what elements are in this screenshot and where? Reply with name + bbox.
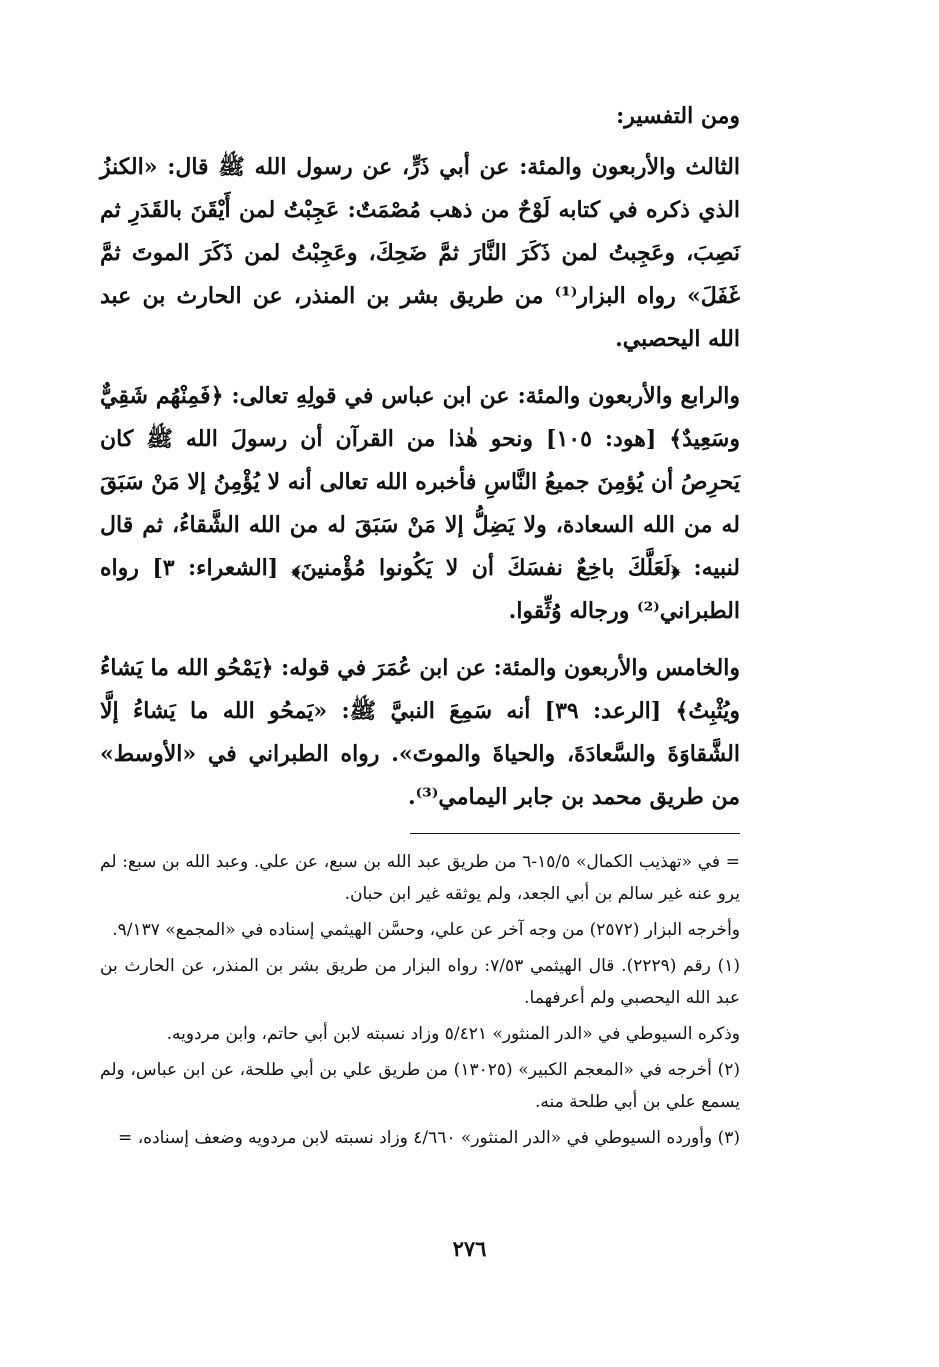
footnote-3: (٣) وأورده السيوطي في «الدر المنثور» ٤/٦٦٠ وزاد نسبته لابن مردويه وضعف إسناده، = <box>118 1128 740 1148</box>
footnote-continuation-note: وأخرجه البزار (٢٥٧٢) من وجه آخر عن علي، وحسَّن الهيثمي إسناده في «المجمع» ٩/١٣٧. <box>112 920 740 940</box>
page-content <box>100 96 740 1158</box>
section-heading: ومن التفسير: <box>616 103 740 129</box>
paragraph-lead: والرابع والأربعون والمئة: <box>517 383 741 409</box>
page-number: ٢٧٦ <box>452 1236 487 1261</box>
paragraph-lead: والخامس والأربعون والمئة: <box>493 655 740 681</box>
paragraph-143 <box>100 146 740 361</box>
paragraph-text: عن ابن عباس في قولِهِ تعالى: ﴿فَمِنْهُم شَقِيٌّ وسَعِيدٌ﴾ [هود: ١٠٥] ونحو هٰذا من القرآن أن رسولَ الله ﷺ كان يَحرِصُ أن يُؤمِنَ جميعُ النَّاسِ فأخبره الله تعالى أنه لا يُؤْمِنُ إلا مَنْ سَبَقَ له من الله السعادة، ولا يَضِلُّ إلا مَنْ سَبَقَ له من الله الشَّقاءُ، ثم قال لنبيه: ﴿لَعَلَّكَ باخِعٌ نفسَكَ أن لا يَكُونوا مُؤْمنينَ﴾ [الشعراء: ٣] رواه الطبراني⁽²⁾ ورجاله وُثِّقوا. <box>100 383 740 624</box>
footnote-1-note: وذكره السيوطي في «الدر المنثور» ٥/٤٢١ وزاد نسبته لابن أبي حاتم، وابن مردويه. <box>166 1024 740 1044</box>
paragraph-145 <box>100 647 740 819</box>
footnote-2: (٢) أخرجه في «المعجم الكبير» (١٣٠٢٥) من طريق علي بن أبي طلحة، عن ابن عباس، ولم يسمع علي بن أبي طلحة منه. <box>100 1060 740 1112</box>
paragraph-144 <box>100 375 740 633</box>
footnote-continuation: = في «تهذيب الكمال» ١٥/٥-٦ من طريق عبد الله بن سبع، عن علي. وعبد الله بن سبع: لم يرو عنه غير سالم بن أبي الجعد، ولم يوثقه غير ابن حبان. <box>100 852 740 904</box>
footnote-divider <box>410 833 740 834</box>
paragraph-text: عن أبي ذَرٍّ، عن رسول الله ﷺ قال: «الكنزُ الذي ذكره في كتابه لَوْحٌ من ذهب مُصْمَتٌ: عَجِبْتُ لمن أَيْقَنَ بالقَدَرِ ثم نَصِبَ، وعَجِبتُ لمن ذَكَرَ النَّارَ ثمَّ ضَحِكَ، وعَجِبْتُ لمن ذَكَرَ الموتَ ثمَّ غَفَلَ» رواه البزار⁽¹⁾ من طريق بشر بن المنذر، عن الحارث بن عبد الله اليحصبي. <box>100 154 740 352</box>
footnote-1: (١) رقم (٢٢٢٩). قال الهيثمي ٧/٥٣: رواه البزار من طريق بشر بن المنذر، عن الحارث بن عبد الله اليحصبي ولم أعرفهما. <box>100 956 740 1008</box>
paragraph-text: عن ابن عُمَرَ في قوله: ﴿يَمْحُو الله ما يَشاءُ ويُثْبِتُ﴾ [الرعد: ٣٩] أنه سَمِعَ النبيَّ ﷺ: «يَمحُو الله ما يَشاءُ إلَّا الشَّقاوَةَ والسَّعادَةَ، والحياةَ والموتَ». رواه الطبراني في «الأوسط» من طريق محمد بن جابر اليمامي⁽³⁾. <box>100 655 741 810</box>
paragraph-lead: الثالث والأربعون والمئة: <box>519 154 741 180</box>
